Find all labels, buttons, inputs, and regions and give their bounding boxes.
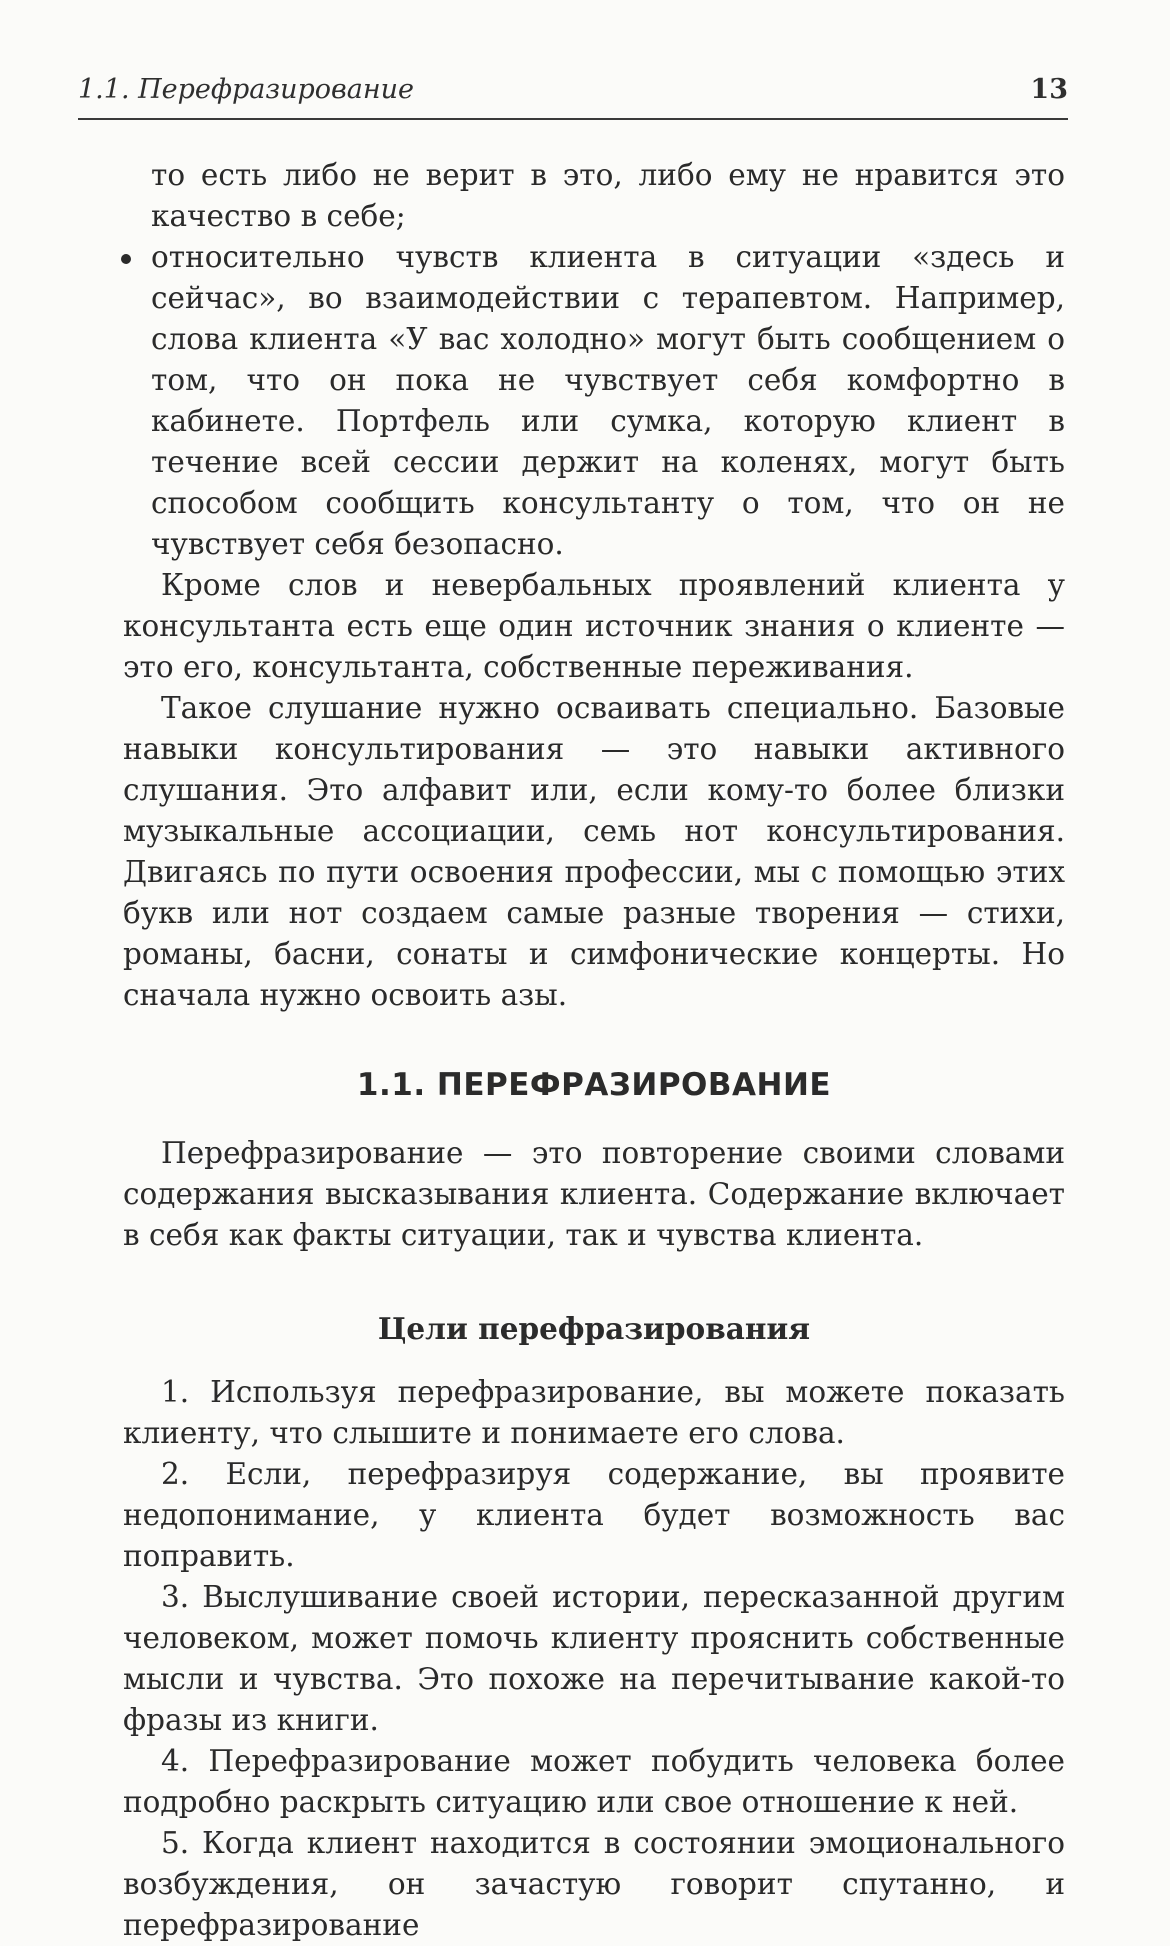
running-header xyxy=(78,72,1068,120)
bullet-icon xyxy=(121,254,131,264)
page-number: 13 xyxy=(1030,74,1068,105)
definition-paragraph: Перефразирование — это повторение своими словами содержания высказывания клиента. Содержание включает в себя как факты ситуации, так и чувства клиента. xyxy=(123,1136,1065,1252)
list-item xyxy=(151,237,1065,565)
running-title: 1.1. Перефразирование xyxy=(78,74,415,105)
paragraph: Кроме слов и невербальных проявлений клиента у консультанта есть еще один источник знания о клиенте — это его, консультанта, собственные переживания. xyxy=(123,568,1065,684)
page-body xyxy=(123,155,1065,1946)
bullet-continuation: то есть либо не верит в это, либо ему не нравится это качество в себе; xyxy=(151,158,1065,233)
bullet-list xyxy=(151,155,1065,565)
subsection-heading: Цели перефразирования xyxy=(377,1311,811,1346)
goal-item: 1. Используя перефразирование, вы можете показать клиенту, что слышите и понимаете его слова. xyxy=(123,1375,1065,1450)
goal-item: 2. Если, перефразируя содержание, вы проявите недопонимание, у клиента будет возможность вас поправить. xyxy=(123,1457,1065,1573)
paragraph: Такое слушание нужно осваивать специально. Базовые навыки консультирования — это навыки активного слушания. Это алфавит или, если кому-то более близки музыкальные ассоциации, семь нот консультирования. Двигаясь по пути освоения профессии, мы с помощью этих букв или нот создаем самые разные творения — стихи, романы, басни, сонаты и симфонические концерты. Но сначала нужно освоить азы. xyxy=(123,691,1065,1012)
goal-item: 5. Когда клиент находится в состоянии эмоционального возбуждения, он зачастую говорит спутанно, и перефразирование xyxy=(123,1826,1065,1942)
goal-item: 4. Перефразирование может побудить человека более подробно раскрыть ситуацию или свое отношение к ней. xyxy=(123,1744,1065,1819)
bullet-text: относительно чувств клиента в ситуации «здесь и сейчас», во взаимодействии с терапевтом. Например, слова клиента «У вас холодно» могут быть сообщением о том, что он пока не чувствует себя комфортно в кабинете. Портфель или сумка, которую клиент в течение всей сессии держит на коленях, могут быть способом сообщить консультанту о том, что он не чувствует себя безопасно. xyxy=(151,240,1065,561)
goal-item: 3. Выслушивание своей истории, пересказанной другим человеком, может помочь клиенту прояснить собственные мысли и чувства. Это похоже на перечитывание какой-то фразы из книги. xyxy=(123,1580,1065,1737)
section-heading: 1.1. ПЕРЕФРАЗИРОВАНИЕ xyxy=(356,1067,832,1103)
